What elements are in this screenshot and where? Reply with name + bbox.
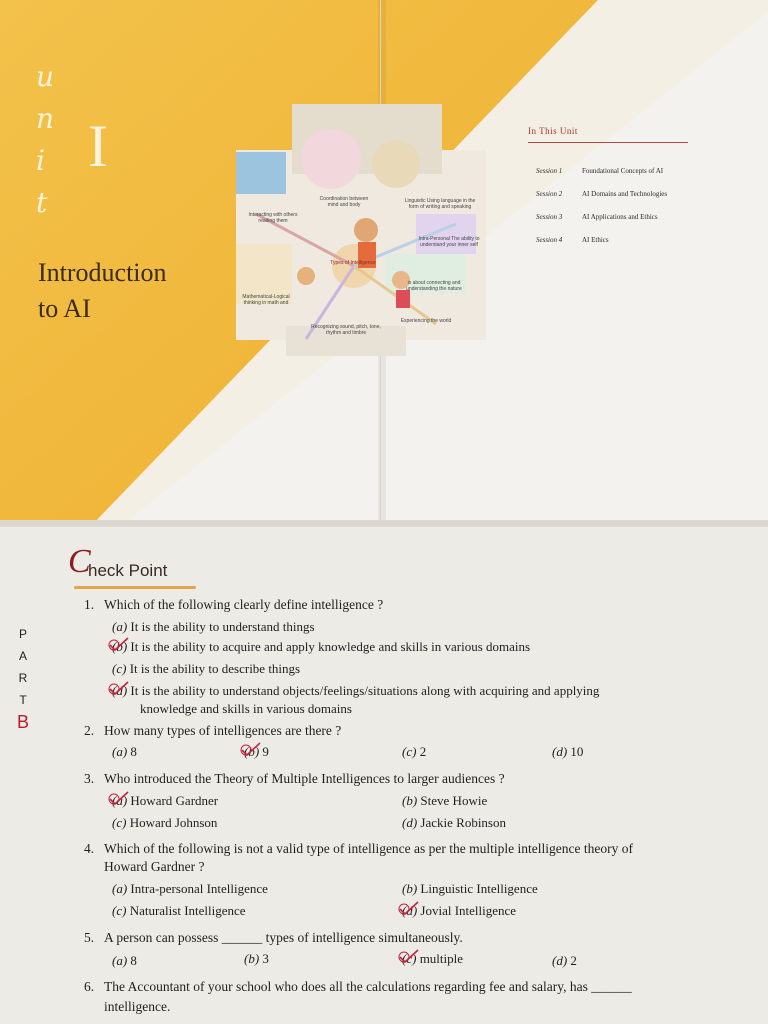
option-text: Linguistic Intelligence (420, 881, 538, 896)
question (84, 597, 383, 613)
option-key: (b) (402, 793, 418, 808)
checkpoint-title: heck Point (88, 561, 168, 580)
unit-letter: t (36, 186, 48, 219)
option-key: (a) (112, 619, 128, 634)
session-item (536, 236, 609, 244)
in-this-unit-heading: In This Unit (528, 126, 578, 136)
intelligence-collage-image (236, 104, 486, 356)
collage-label: Recognizing sound, pitch, tone, rhythm and timbre (311, 324, 381, 336)
question-text: Howard Gardner ? (104, 859, 205, 874)
question-number: 4. (84, 841, 95, 856)
option-key: (a) (112, 744, 128, 759)
checkpoint-page (0, 527, 768, 1024)
option-key: (c) (112, 903, 127, 918)
option-key: (b) (244, 744, 260, 759)
tick-mark-icon (402, 903, 417, 919)
session-title: AI Ethics (582, 236, 609, 244)
question-number: 5. (84, 930, 95, 945)
tick-mark-icon (112, 793, 127, 809)
session-title: AI Domains and Technologies (582, 190, 668, 198)
part-letter: P (18, 627, 27, 641)
tick-mark-icon (112, 683, 127, 699)
question-number: 1. (84, 597, 95, 612)
option-key: (a) (112, 953, 128, 968)
part-letter: T (19, 693, 27, 707)
session-label: Session 1 (536, 167, 563, 175)
option-text: Intra-personal Intelligence (130, 881, 268, 896)
question-text: Which of the following clearly define intelligence ? (104, 597, 384, 612)
question-continued (104, 999, 170, 1015)
option-key: (c) (402, 744, 417, 759)
option-key: (c) (112, 661, 127, 676)
question-text: intelligence. (104, 999, 171, 1014)
option-text: 10 (570, 744, 584, 759)
option-text: Jackie Robinson (420, 815, 506, 830)
option-text: Howard Johnson (129, 815, 218, 830)
heading-rule (528, 142, 688, 143)
option (552, 953, 577, 969)
session-item (536, 213, 658, 221)
option (402, 881, 538, 897)
option-ticked (244, 744, 269, 760)
option-text: multiple (419, 951, 464, 966)
option-text: 8 (130, 953, 137, 968)
option-key: (b) (112, 639, 128, 654)
option-text: Naturalist Intelligence (129, 903, 246, 918)
session-item (536, 190, 667, 198)
question (84, 841, 633, 857)
option-text: 3 (262, 951, 269, 966)
question-continued (104, 859, 204, 875)
option-text: It is the ability to understand things (130, 619, 315, 634)
option-ticked (112, 683, 599, 699)
option (402, 744, 426, 760)
option (402, 793, 487, 809)
option-key: (d) (552, 953, 568, 968)
option-key: (a) (112, 881, 128, 896)
session-label: Session 2 (536, 190, 563, 198)
collage-label: Interacting with others reading them (248, 212, 298, 224)
option (552, 744, 583, 760)
part-letter-b: B (16, 712, 29, 732)
part-letter: R (18, 671, 28, 685)
option-text: knowledge and skills in various domains (140, 701, 352, 716)
option-ticked (112, 793, 218, 809)
question-text: A person can possess ______ types of intelligence simultaneously. (104, 930, 463, 945)
part-letter: A (18, 649, 27, 663)
session-label: Session 3 (536, 213, 563, 221)
question-text: The Accountant of your school who does all the calculations regarding fee and salary, has ______ (104, 979, 632, 994)
collage-label: Experiencing the world (400, 318, 452, 324)
unit-vertical-letters (36, 56, 54, 224)
option-text: Howard Gardner (130, 793, 219, 808)
question (84, 979, 632, 995)
option-key: (d) (402, 815, 418, 830)
option-text: 9 (262, 744, 269, 759)
question-text: Who introduced the Theory of Multiple Intelligences to larger audiences ? (104, 771, 505, 786)
option-key: (b) (402, 881, 418, 896)
option (112, 661, 300, 677)
option-text: 2 (570, 953, 577, 968)
question-text: Which of the following is not a valid type of intelligence as per the multiple intelligence theory of (104, 841, 633, 856)
option (244, 951, 269, 967)
option (112, 619, 315, 635)
collage-label: Types of Intelligence (330, 260, 376, 266)
option (112, 953, 137, 969)
unit-title-line2: to AI (38, 294, 91, 323)
option-key: (a) (112, 793, 128, 808)
checkpoint-underline (74, 586, 196, 589)
question-text: How many types of intelligences are there ? (104, 723, 342, 738)
option-key: (c) (112, 815, 127, 830)
checkpoint-initial: C (68, 543, 91, 580)
part-label (16, 623, 30, 733)
option-text: 8 (130, 744, 137, 759)
option-text: Steve Howie (420, 793, 488, 808)
session-item (536, 167, 663, 175)
session-title: Foundational Concepts of AI (582, 167, 664, 175)
question-number: 2. (84, 723, 95, 738)
question (84, 930, 463, 946)
option-ticked (112, 639, 530, 655)
option-key: (d) (552, 744, 568, 759)
tick-mark-icon (402, 951, 416, 967)
question-number: 3. (84, 771, 95, 786)
unit-letter: n (36, 102, 55, 135)
option-text: Jovial Intelligence (420, 903, 517, 918)
option-text: It is the ability to acquire and apply knowledge and skills in various domains (130, 639, 531, 654)
option-key: (d) (112, 683, 128, 698)
option-text: 2 (419, 744, 427, 759)
unit-title (38, 255, 167, 327)
unit-number: I (88, 113, 108, 179)
option-ticked (402, 951, 463, 967)
unit-letter: i (36, 144, 45, 177)
collage-label: Intra-Personal The ability to understand your inner self (418, 236, 480, 248)
option (112, 815, 217, 831)
option-continued (140, 701, 352, 717)
option-key: (d) (402, 903, 418, 918)
collage-label: Linguistic Using language in the form of writing and speaking (404, 198, 476, 210)
question (84, 723, 341, 739)
option-key: (b) (244, 951, 260, 966)
session-label: Session 4 (536, 236, 563, 244)
option (112, 903, 246, 919)
tick-mark-icon (244, 744, 259, 760)
collage-label: is about connecting and understanding the nature (406, 280, 462, 292)
option-text: It is the ability to understand objects/feelings/situations along with acquiring and applying (130, 683, 600, 698)
option (112, 881, 268, 897)
option (112, 744, 137, 760)
question-number: 6. (84, 979, 95, 994)
unit-title-line1: Introduction (38, 258, 167, 287)
option-ticked (402, 903, 516, 919)
option-key: (c) (402, 951, 417, 966)
option-text: It is the ability to describe things (129, 661, 301, 676)
tick-mark-icon (112, 639, 127, 655)
unit-letter: u (36, 60, 55, 93)
collage-label: Coordination between mind and body (319, 196, 369, 208)
question (84, 771, 505, 787)
session-title: AI Applications and Ethics (582, 213, 658, 221)
collage-label: Mathematical-Logical thinking in math and (242, 294, 290, 306)
option (402, 815, 506, 831)
